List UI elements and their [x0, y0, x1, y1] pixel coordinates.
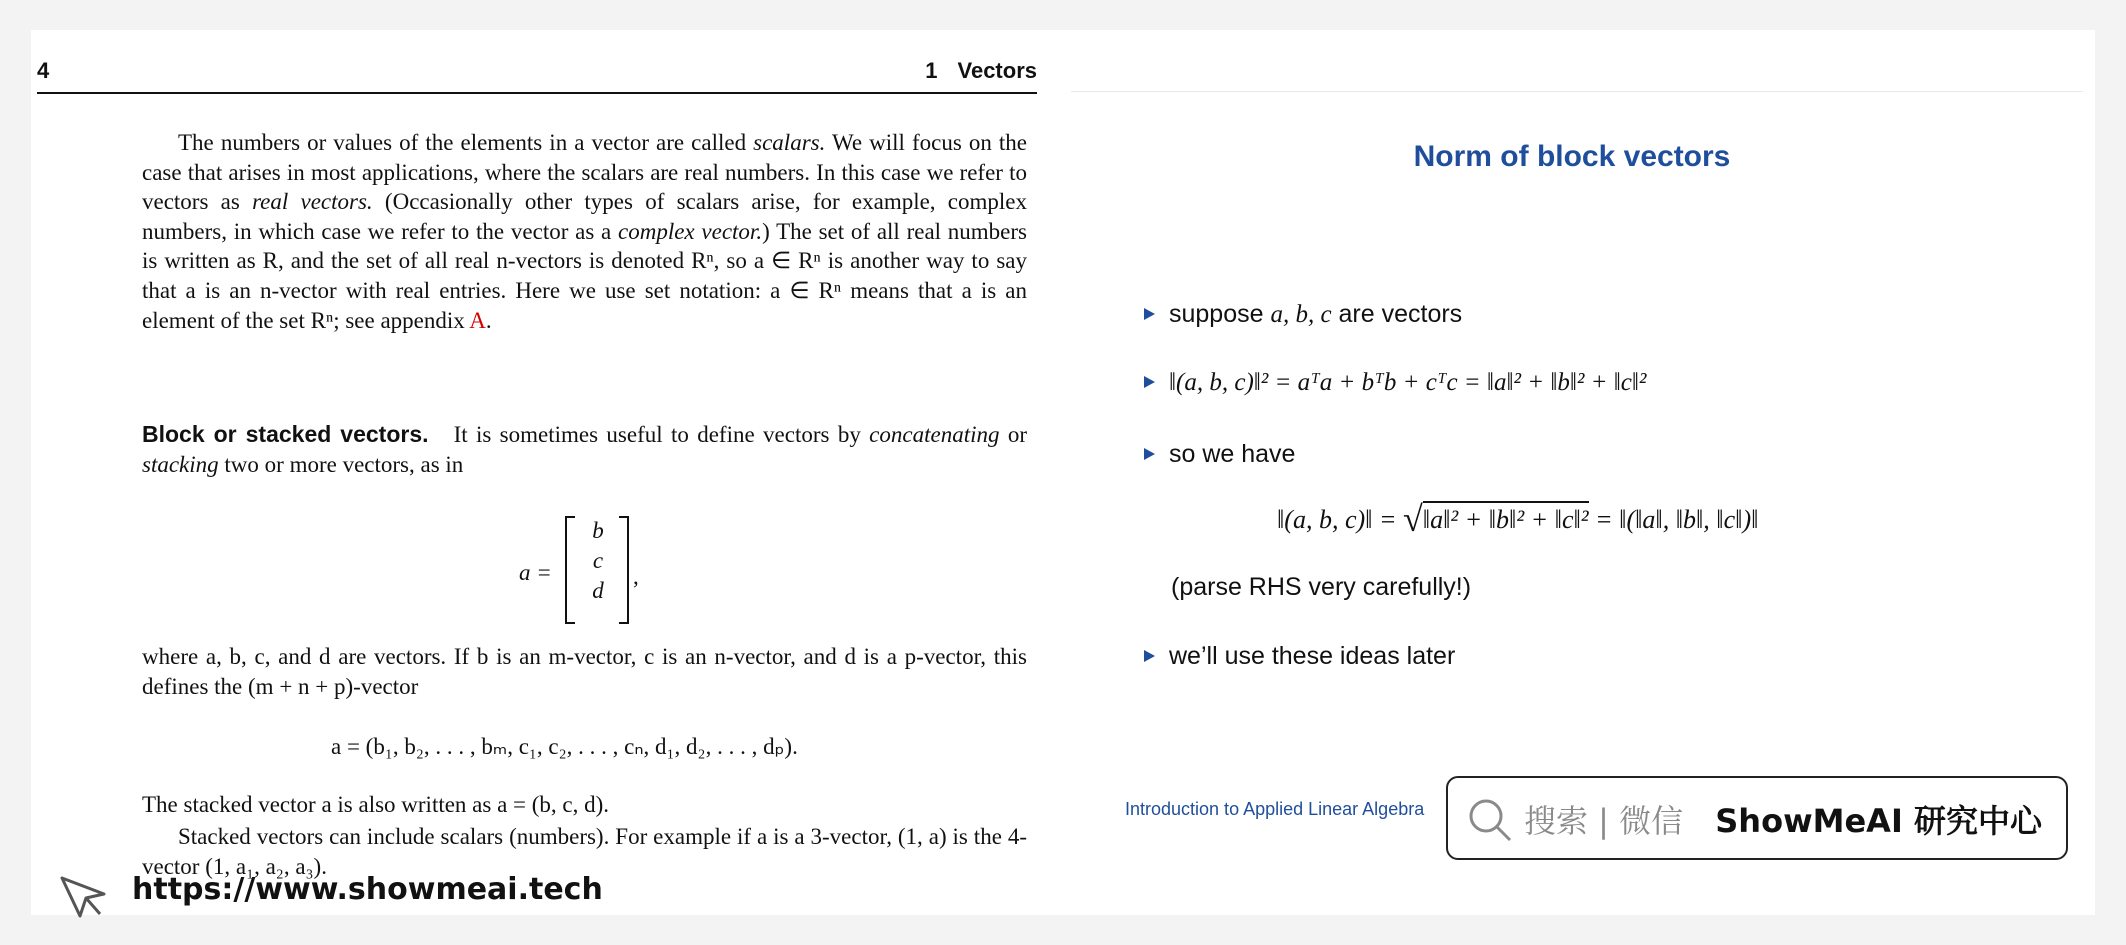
- bullet-triangle-icon: [1144, 650, 1155, 662]
- paragraph-stacked-notation: The stacked vector a is also written as a = (b, c, d).: [142, 792, 610, 817]
- parse-note: (parse RHS very carefully!): [1171, 573, 1472, 601]
- sqrt-equation-lhs: ‖(a, b, c)‖ =: [1277, 505, 1404, 534]
- sqrt-symbol: √: [1403, 499, 1423, 539]
- brand-name: ShowMeAI 研究中心: [1715, 802, 2042, 840]
- stacked-equation: a = (b₁, b₂, . . . , bₘ, c₁, c₂, . . . , cₙ, d₁, d₂, . . . , dₚ).: [331, 734, 798, 759]
- bullet-so-we-have: so we have: [1144, 440, 1295, 469]
- matrix-lhs: a =: [519, 560, 552, 585]
- matrix-entry-b: b: [592, 518, 604, 543]
- sqrt-equation: [1277, 498, 1758, 540]
- paragraph-scalars-example: Stacked vectors can include scalars (numbers). For example if a is a 3-vector, (1, a) is the 4-vector (1, a₁, a₂, a₃).: [142, 824, 1027, 879]
- stacked-vector-matrix: [519, 508, 679, 638]
- bullet-triangle-icon: [1144, 448, 1155, 460]
- paragraph-block-vectors: Block or stacked vectors. It is sometimes useful to define vectors by concatenating or stacking two or more vectors, as in: [142, 421, 1027, 477]
- chapter-title: Vectors: [957, 58, 1037, 83]
- search-box[interactable]: [1446, 776, 2068, 860]
- slide-footer: Introduction to Applied Linear Algebra: [1125, 799, 1425, 819]
- page-number: 4: [37, 58, 50, 83]
- matrix-entry-d: d: [592, 578, 604, 603]
- bullet-later: we’ll use these ideas later: [1144, 642, 1455, 671]
- cursor-icon: [56, 868, 112, 924]
- bullet-triangle-icon: [1144, 308, 1155, 320]
- matrix-entry-c: c: [592, 548, 604, 573]
- website-url[interactable]: https://www.showmeai.tech: [132, 872, 603, 907]
- left-bracket: [565, 516, 575, 624]
- slide-page: [1071, 30, 2095, 915]
- bullet-norm-identity: ‖(a, b, c)‖² = aᵀa + bᵀb + cᵀc = ‖a‖² + ‖b‖² + ‖c‖²: [1144, 368, 1646, 397]
- slide-title: Norm of block vectors: [1413, 140, 1731, 173]
- page-header: [37, 58, 1037, 94]
- right-bracket: [619, 516, 629, 624]
- search-placeholder: 搜索 | 微信: [1524, 802, 1684, 840]
- slide-top-rule: [1071, 91, 2083, 92]
- search-icon: [1466, 796, 1514, 844]
- textbook-page: [31, 30, 1071, 915]
- appendix-link[interactable]: A: [469, 307, 486, 333]
- paragraph-scalars: The numbers or values of the elements in a vector are called scalars. We will focus on the case that arises in most applications, where the scalars are real numbers. In this case we refer to vectors as real vectors. (Occasionally other types of scalars arise, for example, complex numbers, in which case we refer to the vector as a complex vector.) The set of all real numbers is written as R, and the set of all real n-vectors is denoted Rⁿ, so a ∈ Rⁿ is another way to say that a is an n-vector with real entries. Here we use set notation: a ∈ Rⁿ means that a is an element of the set Rⁿ; see appendix A.: [142, 130, 1028, 333]
- section-title: Block or stacked vectors.: [142, 421, 429, 447]
- sqrt-equation-rhs: = ‖(‖a‖, ‖b‖, ‖c‖)‖: [1588, 505, 1759, 534]
- chapter-heading: [925, 58, 1037, 84]
- matrix-comma: ,: [633, 564, 639, 589]
- paragraph-definition: where a, b, c, and d are vectors. If b is an m-vector, c is an n-vector, and d is a p-vector, this defines the (m + n + p)-vector: [142, 644, 1027, 699]
- bullet-triangle-icon: [1144, 376, 1155, 388]
- bullet-suppose: suppose a, b, c are vectors: [1144, 300, 1462, 329]
- chapter-number: 1: [925, 58, 938, 83]
- sqrt-equation-radicand: ‖a‖² + ‖b‖² + ‖c‖²: [1423, 501, 1589, 534]
